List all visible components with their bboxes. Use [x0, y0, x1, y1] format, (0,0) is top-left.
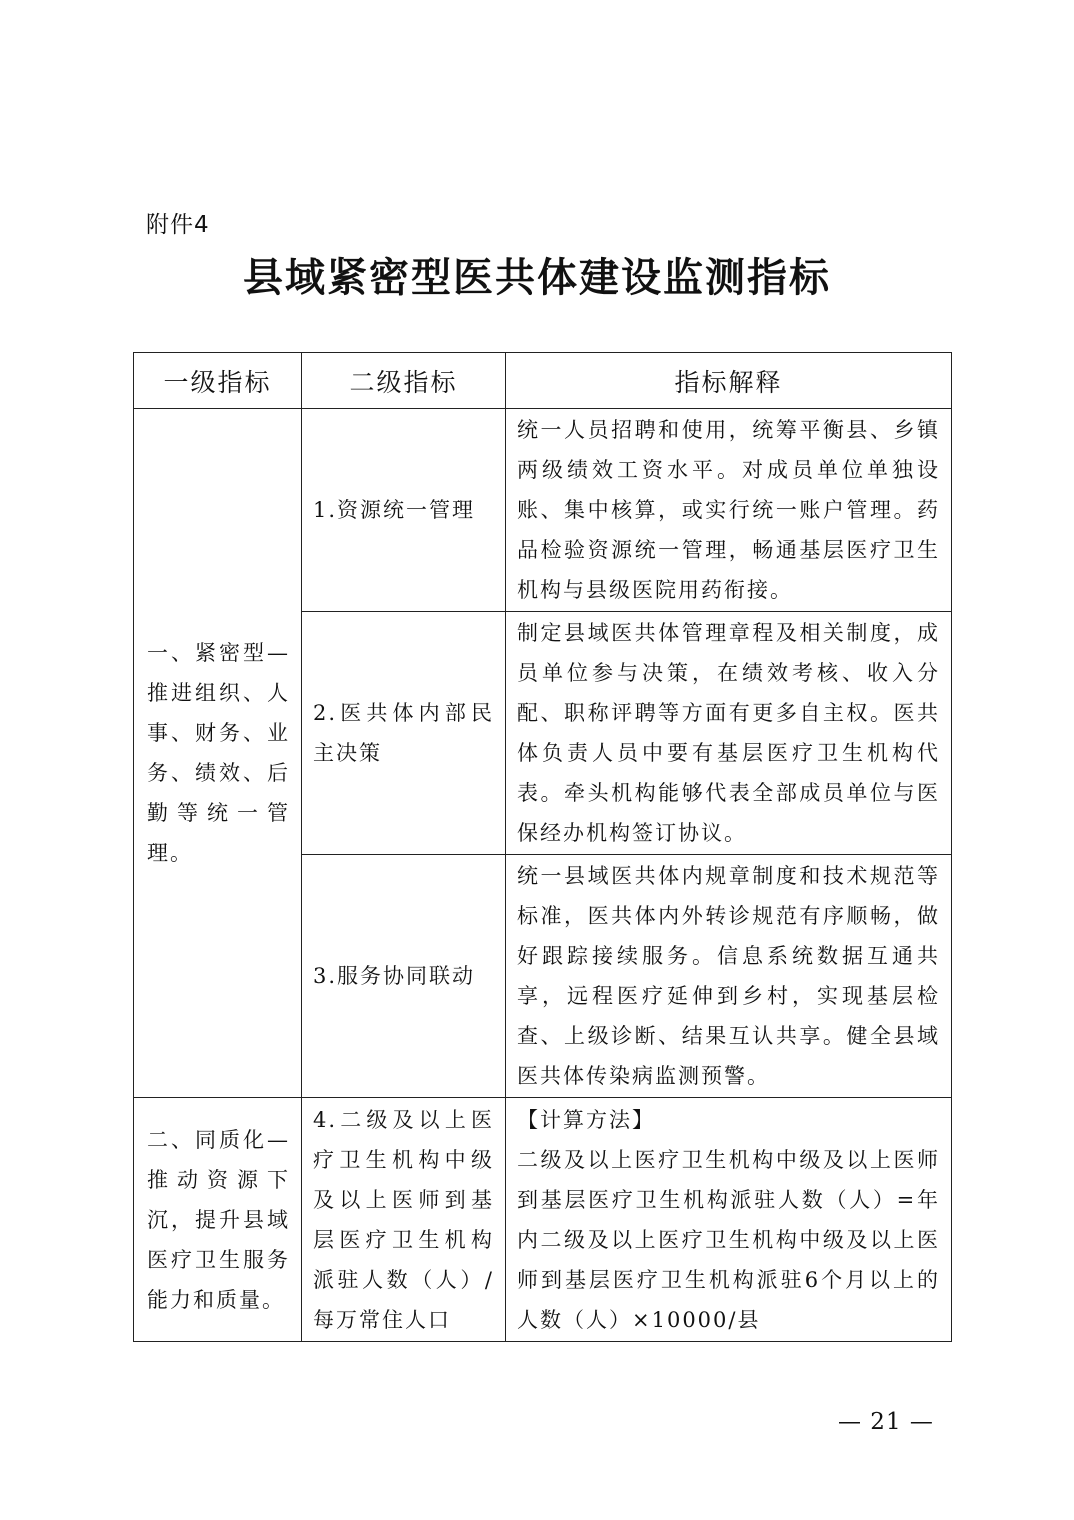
level1-text: 二、同质化—推动资源下沉，提升县域医疗卫生服务能力和质量。 — [147, 1128, 290, 1312]
level1-text: 一、紧密型—推进组织、人事、财务、业务、绩效、后勤等统一管理。 — [147, 641, 290, 865]
explanation-cell — [506, 855, 952, 1098]
document-title: 县域紧密型医共体建设监测指标 — [243, 254, 831, 301]
level2-cell — [302, 409, 506, 612]
level2-text: 2.医共体内部民主决策 — [313, 701, 494, 765]
header-explanation: 指标解释 — [506, 353, 952, 409]
explanation-cell — [506, 612, 952, 855]
indicator-table — [133, 352, 952, 1342]
level1-cell — [134, 409, 302, 1098]
header-level1: 一级指标 — [134, 353, 302, 409]
level2-cell — [302, 1098, 506, 1342]
level1-cell — [134, 1098, 302, 1342]
explanation-cell — [506, 409, 952, 612]
explanation-text: 统一县域医共体内规章制度和技术规范等标准，医共体内外转诊规范有序顺畅，做好跟踪接续服务。信息系统数据互通共享，远程医疗延伸到乡村，实现基层检查、上级诊断、结果互认共享。健全县域医共体传染病监测预警。 — [517, 864, 940, 1088]
level2-cell — [302, 612, 506, 855]
level2-text: 4.二级及以上医疗卫生机构中级及以上医师到基层医疗卫生机构派驻人数（人）/每万常住人口 — [313, 1108, 494, 1332]
level2-text: 3.服务协同联动 — [313, 964, 476, 988]
table-row — [134, 409, 952, 612]
header-level2: 二级指标 — [302, 353, 506, 409]
table-row — [134, 1098, 952, 1342]
explanation-text: 制定县域医共体管理章程及相关制度，成员单位参与决策，在绩效考核、收入分配、职称评聘等方面有更多自主权。医共体负责人员中要有基层医疗卫生机构代表。牵头机构能够代表全部成员单位与医保经办机构签订协议。 — [517, 621, 940, 845]
attachment-label: 附件4 — [146, 212, 210, 238]
level2-text: 1.资源统一管理 — [313, 498, 476, 522]
explanation-text: 二级及以上医疗卫生机构中级及以上医师到基层医疗卫生机构派驻人数（人）=年内二级及以上医疗卫生机构中级及以上医师到基层医疗卫生机构派驻6个月以上的人数（人）×10000/县 — [517, 1148, 940, 1332]
table-header-row — [134, 353, 952, 409]
explanation-text: 统一人员招聘和使用，统筹平衡县、乡镇两级绩效工资水平。对成员单位单独设账、集中核算，或实行统一账户管理。药品检验资源统一管理，畅通基层医疗卫生机构与县级医院用药衔接。 — [517, 418, 940, 602]
page-number: — 21 — — [838, 1409, 934, 1435]
level2-cell — [302, 855, 506, 1098]
explanation-heading: 【计算方法】 — [517, 1108, 655, 1132]
explanation-cell — [506, 1098, 952, 1342]
